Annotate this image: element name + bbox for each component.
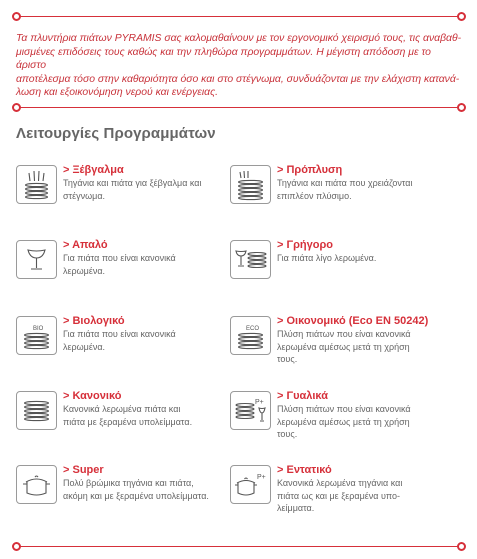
intro-line: λωση και εξοικονόμηση νερού και ενέργειας.: [16, 87, 219, 99]
plus-badge: P+: [255, 399, 264, 406]
desc-line: λερωμένα αμέσως μετά τη χρήση: [277, 416, 410, 427]
desc-line: Κανονικά λερωμένα τηγάνια και: [277, 478, 403, 488]
bottom-rule: [16, 546, 461, 547]
desc-line: Για πιάτα που είναι κανονικά: [63, 253, 176, 263]
bio-badge: BIO: [33, 326, 44, 332]
desc-line: τους.: [277, 354, 298, 364]
program-name: > Βιολογικό: [63, 315, 125, 327]
program-name: > Οικονομικό (Eco EN 50242): [277, 315, 429, 327]
program-description: [63, 328, 233, 353]
program-description: [63, 403, 233, 428]
desc-line: λερωμένα.: [63, 265, 106, 276]
desc-line: Για πιάτα που είναι κανονικά: [63, 329, 176, 339]
program-name: > Απαλό: [63, 239, 108, 251]
intro-line: αποτέλεσμα τόσο στην καθαριότητα όσο και στο στέγνωμα, συνδυάζονται με την ελάχιστη κατανά-: [16, 73, 460, 85]
program-name: > Πρόπλυση: [277, 164, 343, 176]
program-name: > Ξέβγαλμα: [63, 164, 124, 176]
bottom-right-dot: [457, 542, 466, 551]
program-name: > Εντατικό: [277, 464, 332, 476]
desc-line: Τηγάνια και πιάτα για ξέβγαλμα και: [63, 178, 202, 188]
desc-line: Για πιάτα λίγο λερωμένα.: [277, 253, 377, 263]
desc-line: στέγνωμα.: [63, 190, 106, 201]
middle-right-dot: [457, 103, 466, 112]
intro-paragraph: [16, 32, 462, 100]
plus-badge: P+: [257, 474, 266, 481]
top-left-dot: [12, 12, 21, 21]
program-eco: [230, 315, 445, 364]
program-name: > Super: [63, 464, 104, 476]
program-normal: [16, 391, 231, 436]
program-name: > Κανονικό: [63, 390, 122, 402]
glassware-plus-icon: [230, 391, 271, 430]
program-description: [277, 477, 447, 515]
program-description: [63, 177, 233, 202]
desc-line: Τηγάνια και πιάτα που χρειάζονται: [277, 178, 413, 188]
program-name: > Γρήγορο: [277, 239, 333, 251]
desc-line: τους.: [277, 429, 298, 439]
program-prewash: [230, 165, 445, 210]
intro-line: Τα πλυντήρια πιάτων PYRAMIS σας καλομαθαίνουν με τον εργονομικό χειρισμό τους, τις αναβαθ-: [16, 33, 462, 44]
top-rule: [16, 16, 461, 17]
wine-glass-icon: [16, 240, 57, 279]
program-super: [16, 465, 231, 510]
eco-badge: ECO: [246, 326, 260, 332]
program-bio: [16, 316, 231, 361]
program-rinse: [16, 165, 231, 210]
program-intensive: [230, 464, 445, 513]
middle-left-dot: [12, 103, 21, 112]
program-quick: [230, 240, 445, 285]
pot-icon: [16, 465, 57, 504]
intro-line: μισμένες επιδόσεις τους καθώς και την πληθώρα προγραμμάτων. Η μέγιστη απόδοση με το άριστο: [16, 46, 431, 72]
program-description: [277, 328, 447, 366]
desc-line: Πλύση πιάτων που είναι κανονικά: [277, 329, 411, 339]
program-description: [277, 252, 447, 265]
desc-line: επιπλέον πλύσιμο.: [277, 190, 352, 201]
desc-line: λερωμένα αμέσως μετά τη χρήση: [277, 341, 410, 352]
desc-line: λείμματα.: [277, 503, 315, 513]
desc-line: πιάτα με ξεραμένα υπολείμματα.: [63, 416, 193, 427]
desc-line: λερωμένα.: [63, 341, 106, 352]
rinse-plates-icon: [16, 165, 57, 204]
desc-line: Πλύση πιάτων που είναι κανονικά: [277, 404, 411, 414]
normal-plates-icon: [16, 391, 57, 430]
program-glassware: [230, 390, 445, 439]
desc-line: ακόμη και με ξεραμένα υπολείμματα.: [63, 490, 209, 501]
section-title: Λειτουργίες Προγραμμάτων: [16, 125, 216, 142]
prewash-plates-icon: [230, 165, 271, 204]
bio-plates-icon: [16, 316, 57, 355]
program-description: [63, 477, 233, 502]
middle-rule: [16, 107, 461, 108]
program-description: [277, 177, 447, 202]
pot-plus-icon: [230, 465, 271, 504]
desc-line: πιάτα ως και με ξεραμένα υπο-: [277, 490, 400, 501]
desc-line: Κανονικά λερωμένα πιάτα και: [63, 404, 181, 414]
top-right-dot: [457, 12, 466, 21]
program-description: [63, 252, 233, 277]
desc-line: Πολύ βρώμικα τηγάνια και πιάτα,: [63, 478, 194, 488]
bottom-left-dot: [12, 542, 21, 551]
glass-plates-icon: [230, 240, 271, 279]
program-description: [277, 403, 447, 441]
eco-plates-icon: [230, 316, 271, 355]
program-gentle: [16, 240, 231, 285]
program-name: > Γυαλικά: [277, 390, 328, 402]
